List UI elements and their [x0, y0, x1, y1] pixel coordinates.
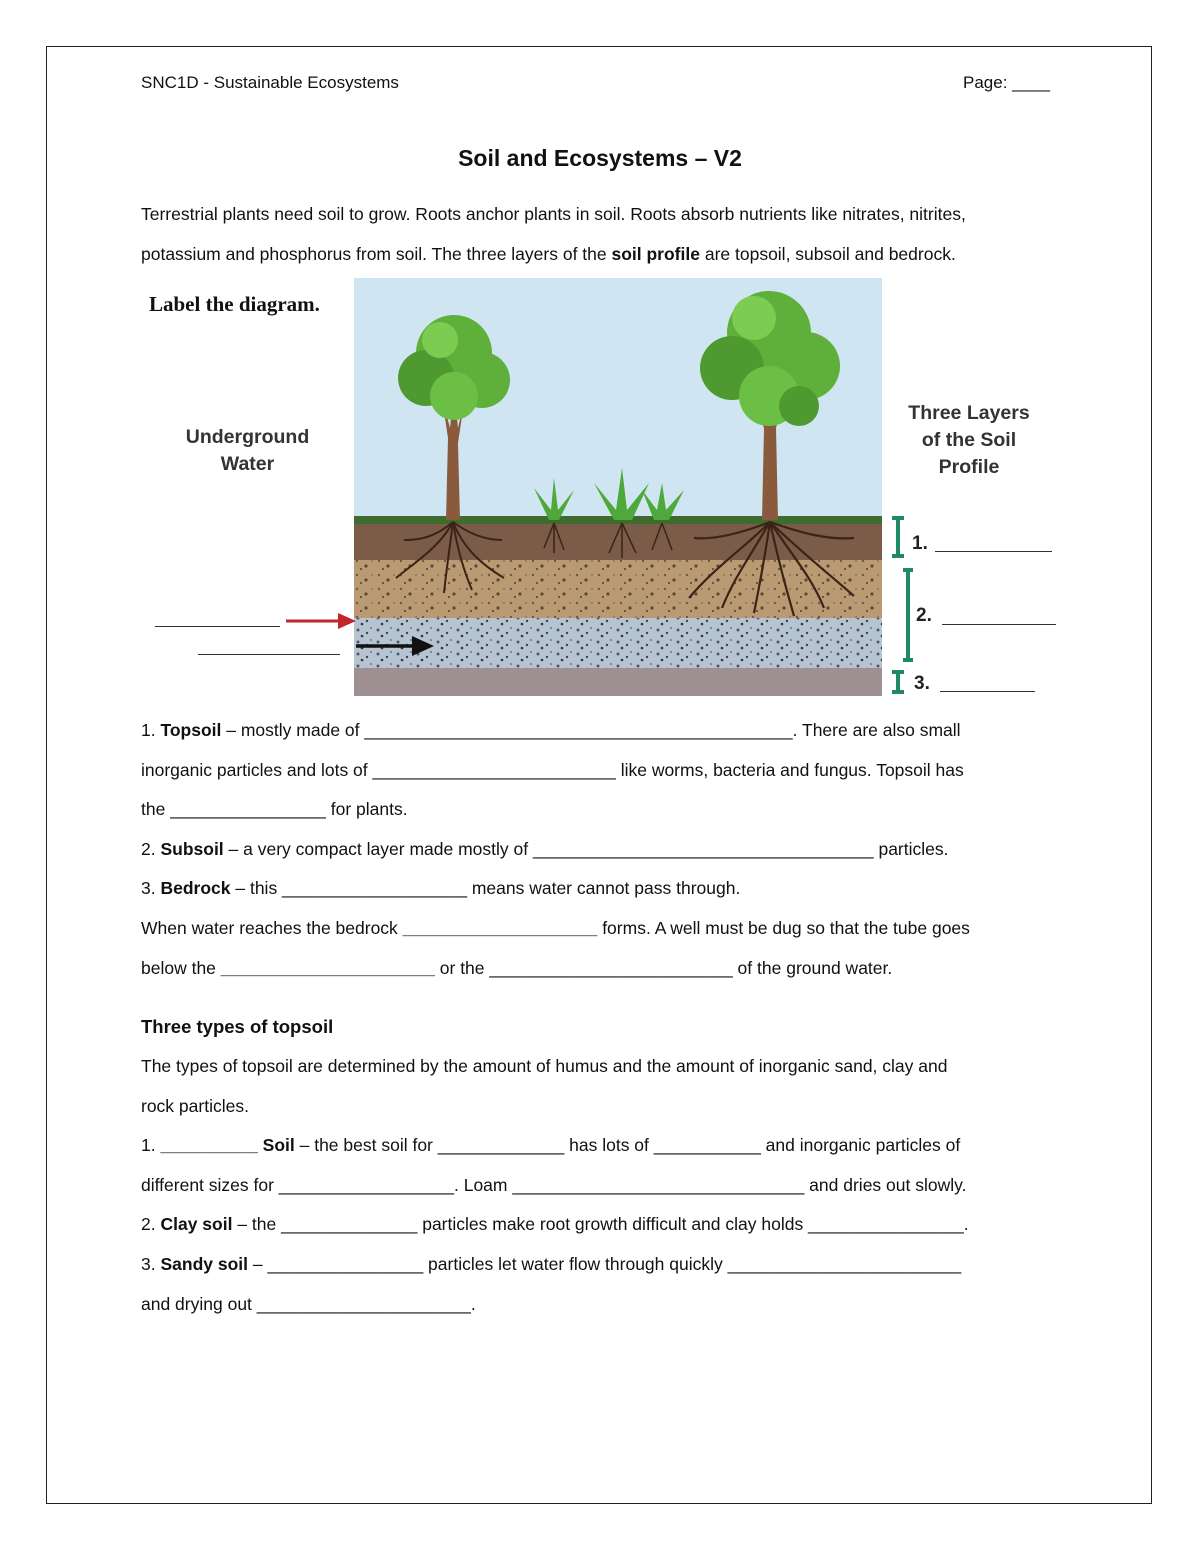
bedrock-term: Bedrock — [160, 878, 231, 898]
underground-water-label-line-2: Water — [220, 453, 275, 475]
sandy-soil-question — [141, 1254, 961, 1274]
water-q2-end: or the _________________________ of the ground water. — [434, 958, 893, 978]
soil-layers-label-line-2: of the Soil — [921, 429, 1017, 451]
layer-3-answer-line[interactable] — [940, 691, 1035, 692]
layer-1-answer-line[interactable] — [935, 551, 1052, 552]
t1-number: 1. — [141, 1135, 161, 1155]
bedrock-question — [141, 878, 740, 898]
soil-diagram-image — [354, 278, 882, 696]
layer-3-number: 3. — [914, 673, 930, 694]
soil-profile-term: soil profile — [611, 244, 700, 264]
topsoil-types-desc-1: The types of topsoil are determined by the amount of humus and the amount of inorganic sand, clay and — [141, 1056, 948, 1076]
t2-text: – the ______________ particles make root growth difficult and clay holds ________________. — [232, 1214, 969, 1234]
underground-water-label-line-1: Underground — [185, 426, 310, 448]
water-question-line-2 — [141, 958, 892, 978]
soil-layers-label — [890, 400, 1048, 481]
topsoil-layer — [354, 524, 882, 560]
course-header: SNC1D - Sustainable Ecosystems — [141, 73, 399, 92]
q2-text: – a very compact layer made mostly of ___________________________________ particles. — [223, 839, 949, 859]
loam-soil-question-line-2: different sizes for __________________. Loam ______________________________ and dries out slowly. — [141, 1175, 967, 1195]
subsoil-term: Subsoil — [160, 839, 224, 859]
bedrock-layer — [354, 668, 882, 696]
t3-text: – ________________ particles let water flow through quickly ________________________ — [248, 1254, 962, 1274]
topsoil-question — [141, 720, 961, 740]
intro-line-1: Terrestrial plants need soil to grow. Roots anchor plants in soil. Roots absorb nutrients like nitrates, nitrites, — [141, 204, 966, 224]
q1-text: – mostly made of ____________________________________________. There are also small — [221, 720, 961, 740]
clay-soil-term: Clay soil — [160, 1214, 233, 1234]
q2-number: 2. — [141, 839, 161, 859]
topsoil-term: Topsoil — [160, 720, 222, 740]
t1-blank: __________ — [160, 1135, 258, 1155]
sandy-soil-question-line-2: and drying out ______________________. — [141, 1294, 476, 1314]
t1-text: – the best soil for _____________ has lots of ___________ and inorganic particles of — [294, 1135, 961, 1155]
t3-number: 3. — [141, 1254, 161, 1274]
water-q1-blank: ____________________ — [402, 918, 598, 938]
water-q2-start: below the — [141, 958, 221, 978]
intro-line-2-end: are topsoil, subsoil and bedrock. — [699, 244, 956, 264]
loam-soil-question — [141, 1135, 960, 1155]
soil-term: Soil — [257, 1135, 295, 1155]
soil-layers-label-line-3: Profile — [938, 456, 1000, 478]
q1-number: 1. — [141, 720, 161, 740]
underground-water-label — [170, 424, 325, 478]
subsoil-question — [141, 839, 949, 859]
soil-layers-label-line-1: Three Layers — [908, 402, 1030, 424]
water-table-answer-line[interactable] — [155, 626, 280, 627]
clay-soil-question — [141, 1214, 969, 1234]
layer-2-number: 2. — [916, 605, 932, 626]
water-q1-start: When water reaches the bedrock — [141, 918, 403, 938]
q3-number: 3. — [141, 878, 161, 898]
groundwater-answer-line[interactable] — [198, 654, 340, 655]
water-q1-end: forms. A well must be dug so that the tube goes — [597, 918, 970, 938]
water-question-line-1 — [141, 918, 970, 938]
water-q2-blank: ______________________ — [220, 958, 435, 978]
intro-line-2-start: potassium and phosphorus from soil. The three layers of the — [141, 244, 612, 264]
water-layer-texture — [354, 618, 882, 668]
page-number-label: Page: ____ — [963, 73, 1050, 92]
page-title: Soil and Ecosystems – V2 — [458, 145, 742, 171]
topsoil-types-desc-2: rock particles. — [141, 1096, 249, 1116]
diagram-instruction: Label the diagram. — [149, 292, 320, 316]
t2-number: 2. — [141, 1214, 161, 1234]
layer-1-number: 1. — [912, 533, 928, 554]
water-table-arrow-icon — [284, 610, 359, 632]
topsoil-question-line-3: the ________________ for plants. — [141, 799, 408, 819]
intro-line-2 — [141, 244, 956, 264]
topsoil-types-heading: Three types of topsoil — [141, 1016, 334, 1037]
topsoil-question-line-2: inorganic particles and lots of _________________________ like worms, bacteria and fungus. Topsoil has — [141, 760, 964, 780]
layer-2-answer-line[interactable] — [942, 624, 1056, 625]
sandy-soil-term: Sandy soil — [160, 1254, 248, 1274]
q3-text: – this ___________________ means water cannot pass through. — [230, 878, 741, 898]
